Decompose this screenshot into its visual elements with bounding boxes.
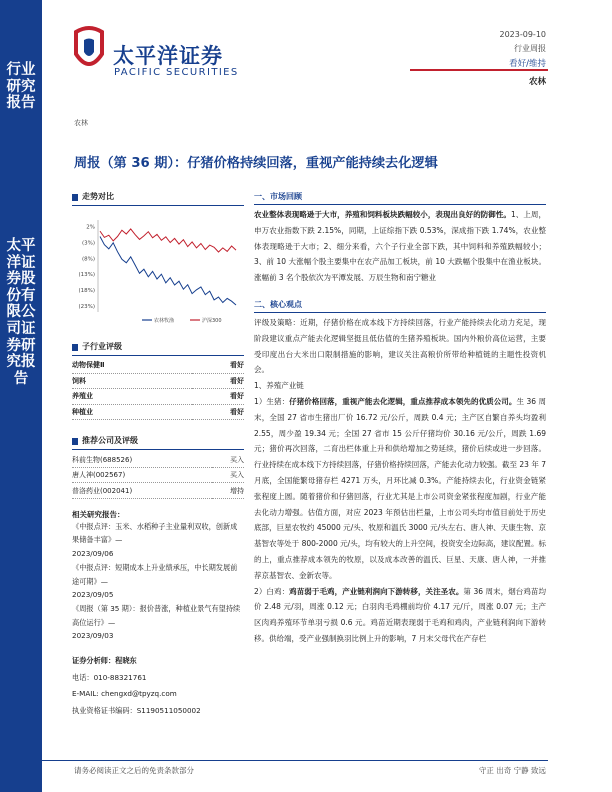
y-tick-label: (13%) [78,272,95,279]
strategy-text: 评级及策略：近期，仔猪价格在成本线下方持续回落，行业产能持续去化动力充足，现阶段建议重点产能去化逻辑坚挺且低估值的生猪养殖板块。国内外粮价高位运营，主要受印度出台大米出口限制措施的影响，建议关注高粮价所带给种植链的主题性投资机会。 [254,317,546,375]
table-row [72,467,244,482]
sub-rating-table [72,358,244,420]
report-type: 行业周报 [514,44,546,53]
series-line [100,237,236,306]
core-view-header [254,298,546,313]
footer-divider [42,760,548,761]
chicken-paragraph [254,584,546,647]
table-row [72,452,244,467]
sub-industry-name: 动物保健Ⅱ [72,358,192,373]
chicken-highlight: 鸡苗弱于毛鸡，产业链利润向下游转移，关注圣农。 [289,586,464,596]
chicken-label: 2）白鸡： [254,586,290,596]
sub-industry-name: 饲料 [72,373,192,388]
industry-rating: 看好/维持 [509,59,546,69]
core-view-title: 二、核心观点 [254,299,302,309]
footer-disclaimer: 请务必阅读正文之后的免责条款部分 [74,766,194,775]
related-report-link[interactable]: 《中报点评：短期成本上升业绩承压，中长期发展前途可期》— [72,562,238,586]
header-divider [410,69,548,71]
sub-rating-section-header [72,340,244,356]
table-row [72,358,244,373]
market-review-header [254,190,546,205]
related-report-link[interactable]: 《中报点评：玉米、水稻种子主业量利双收，创新成果储备丰富》— [72,521,238,545]
rec-table [72,452,244,499]
trend-section-header [72,190,244,206]
square-icon [72,438,78,445]
legend-label: 沪深300 [202,318,222,324]
related-report-date: 2023/09/03 [72,631,114,641]
y-tick-label: 2% [86,224,95,231]
sector-label: 农林 [74,119,88,127]
sub-industry-rating: 看好 [192,404,244,419]
company-rating: 增持 [212,483,244,498]
company-rating: 买入 [212,452,244,467]
market-review-text [254,207,546,286]
sub-industry-name: 养殖业 [72,389,192,404]
related-report-date: 2023/09/05 [72,590,114,600]
sub-industry-rating: 看好 [192,358,244,373]
right-column [254,190,546,647]
analyst-email[interactable]: E-MAIL: chengxd@tpyzq.com [72,689,177,699]
trend-heading: 走势对比 [82,192,114,201]
report-title: 周报（第 36 期）：仔猪价格持续回落，重视产能持续去化逻辑 [74,156,438,171]
rec-heading: 推荐公司及评级 [82,436,138,446]
logo-icon [68,24,110,74]
subsection-title: 1、养殖产业链 [254,381,304,391]
brand-name-cn: 太平洋证券 [113,44,223,68]
analyst-phone: 电话：010-88321761 [72,672,147,682]
table-row [72,373,244,388]
rec-section-header [72,434,244,450]
table-row [72,389,244,404]
company-rating: 买入 [212,467,244,482]
trend-chart-svg [72,214,244,326]
report-date: 2023-09-10 [499,30,546,39]
sub-industry-name: 种植业 [72,404,192,419]
table-row [72,404,244,419]
pig-label: 1）生猪： [254,396,290,406]
market-review-body: 1、上周，申万农业指数下跌 2.15%，同期，上证综指下跌 0.53%，深成指下跌 1.74%，农业整体表现略逊于大市；2、细分来看，六个子行业全部下跌，其中饲料和养殖跌幅较小；3、前 10 大涨幅个股主要集中在农产品加工板块，前 10 大跌幅个股集中在渔业板块。涨幅前 3 名个股依次为平潭发展、万辰生物和南宁糖业 [254,210,546,283]
square-icon [72,194,78,201]
trend-chart [72,214,244,326]
market-review-title: 一、市场回顾 [254,192,302,201]
sub-industry-rating: 看好 [192,373,244,388]
pig-body: 生 36 周末，全国 27 省市生猪出厂价 16.72 元/公斤，周跌 0.4 元；主产区自繁自养头均盈利 2.55，周少盈 19.34 元；全国 27 省市 15 公斤仔猪均价 30.16 元/公斤，周跌 1.69 元；猪价再次回落，二育出栏体重上升和供给增加之势延续，猪价后续或进一步回落。行业持续在成本线下方持续回落，仔猪价格持续回落，产能去化动力较强。截至 23 年 7 月底，全国能繁母猪存栏 4271 万头，月环比减 0.3%。产能持续去化，行业资金链紧张程度上圆。随着猪价和仔猪回落，行业尤其是上市公司资金紧张程度加剧，行业产能去化动力增强。估值方面，对应 2023 年预估出栏量，上市公司头均市值目前处于历史底部，巨星农牧约 45000 元/头、牧原和温氏 3000 元/头左右、唐人神、天康生物、京基智农等处于 800-2000 元/头，均有较大的上升空间，投资安全边际高，建议配置。标的上，重点推荐成本领先的牧原，以及成本改善的温氏、巨星、天康、唐人神，一并推荐京基智农、金新农等。 [254,396,546,580]
brand-name-en: PACIFIC SECURITIES [114,67,239,78]
sub-industry-rating: 看好 [192,389,244,404]
sub-rating-heading: 子行业评级 [82,342,122,351]
industry-name: 农林 [528,77,546,87]
y-tick-label: (8%) [81,256,95,263]
square-icon [72,344,78,351]
side-band-bottom-text: 太平洋证券股份有限公司证券研究报告 [6,238,36,387]
analyst-license: 执业资格证书编码：S1190511050002 [72,705,201,715]
pig-highlight: 仔猪价格回落，重视产能去化逻辑，重点推荐成本领先的优质公司。 [289,396,517,406]
table-row [72,483,244,498]
related-heading: 相关研究报告： [72,509,125,519]
legend-label: 农林牧渔 [154,318,175,324]
side-band [0,0,42,792]
y-tick-label: (18%) [78,287,95,294]
footer-motto: 守正 出奇 宁静 致远 [478,766,546,775]
side-band-top-text: 行业研究报告 [6,62,36,112]
analyst-name: 证券分析师：程晓东 [72,656,137,666]
left-column [72,190,244,719]
series-line [100,229,236,252]
related-report-link[interactable]: 《周报（第 35 期）：报价普涨，种植业景气有望持续高位运行》— [72,603,241,627]
pig-paragraph [254,394,546,584]
chicken-body: 第 36 周末，烟台鸡苗均价 2.48 元/羽，周涨 0.12 元；白羽肉毛鸡棚前均价 4.17 元/斤，周涨 0.07 元；主产区肉鸡养殖环节单羽亏损 0.6 元。鸡苗近期表现弱于毛鸡和鸡肉，产业链利润向下游转移。供给端，受产业强制换羽比例上升的影响，7 月末父母代在产存栏 [254,586,546,643]
company-name: 普洛药业(002041) [72,483,212,498]
company-name: 科前生物(688526) [72,452,212,467]
related-report-date: 2023/09/06 [72,549,114,559]
market-review-highlight: 农业整体表现略逊于大市，养殖和饲料板块跌幅较小，表现出良好的防御性。 [254,210,511,219]
analyst-block [72,653,244,719]
y-tick-label: (3%) [81,240,95,247]
company-name: 唐人神(002567) [72,467,212,482]
y-tick-label: (23%) [78,303,95,310]
